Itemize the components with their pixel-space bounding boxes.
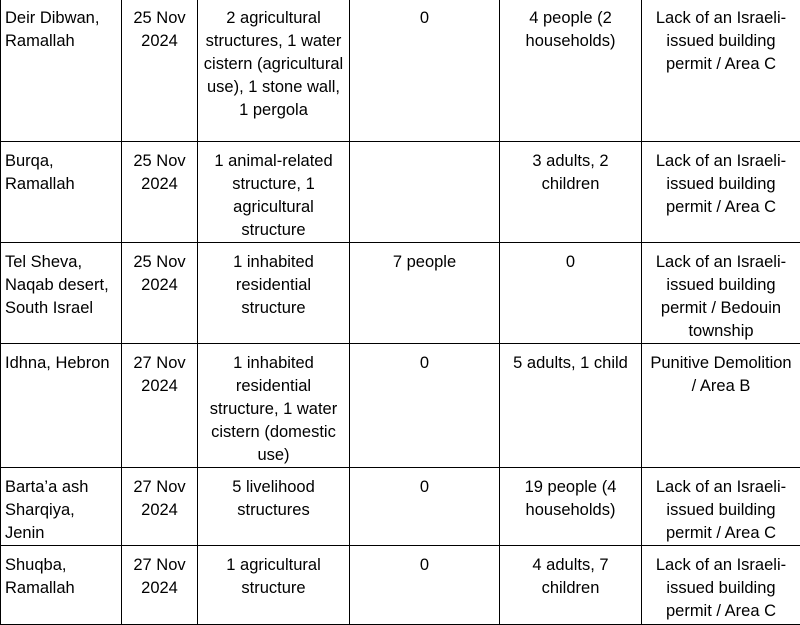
affected-cell: 3 adults, 2 children bbox=[500, 142, 642, 243]
location-cell: Shuqba, Ramallah bbox=[1, 546, 122, 625]
displaced-cell bbox=[350, 142, 500, 243]
affected-cell: 4 adults, 7 children bbox=[500, 546, 642, 625]
date-cell: 27 Nov 2024 bbox=[122, 546, 198, 625]
date-cell: 25 Nov 2024 bbox=[122, 0, 198, 142]
table-row bbox=[1, 468, 800, 546]
table-row bbox=[1, 0, 800, 142]
displaced-cell: 0 bbox=[350, 344, 500, 468]
reason-cell: Lack of an Israeli-issued building permit / Area C bbox=[642, 0, 800, 142]
date-cell: 25 Nov 2024 bbox=[122, 243, 198, 344]
displaced-cell: 7 people bbox=[350, 243, 500, 344]
structures-cell: 1 animal-related structure, 1 agricultural structure bbox=[198, 142, 350, 243]
structures-cell: 1 inhabited residential structure bbox=[198, 243, 350, 344]
date-cell: 27 Nov 2024 bbox=[122, 468, 198, 546]
structures-cell: 2 agricultural structures, 1 water cistern (agricultural use), 1 stone wall, 1 pergola bbox=[198, 0, 350, 142]
structures-cell: 1 agricultural structure bbox=[198, 546, 350, 625]
structures-cell: 1 inhabited residential structure, 1 water cistern (domestic use) bbox=[198, 344, 350, 468]
table-row bbox=[1, 243, 800, 344]
location-cell: Idhna, Hebron bbox=[1, 344, 122, 468]
location-cell: Deir Dibwan, Ramallah bbox=[1, 0, 122, 142]
date-cell: 25 Nov 2024 bbox=[122, 142, 198, 243]
displaced-cell: 0 bbox=[350, 0, 500, 142]
date-cell: 27 Nov 2024 bbox=[122, 344, 198, 468]
displaced-cell: 0 bbox=[350, 468, 500, 546]
table-row bbox=[1, 546, 800, 625]
affected-cell: 5 adults, 1 child bbox=[500, 344, 642, 468]
structures-cell: 5 livelihood structures bbox=[198, 468, 350, 546]
location-cell: Burqa, Ramallah bbox=[1, 142, 122, 243]
affected-cell: 19 people (4 households) bbox=[500, 468, 642, 546]
affected-cell: 0 bbox=[500, 243, 642, 344]
affected-cell: 4 people (2 households) bbox=[500, 0, 642, 142]
reason-cell: Lack of an Israeli-issued building permit / Area C bbox=[642, 546, 800, 625]
location-cell: Barta’a ash Sharqiya, Jenin bbox=[1, 468, 122, 546]
location-cell: Tel Sheva, Naqab desert, South Israel bbox=[1, 243, 122, 344]
table-row bbox=[1, 344, 800, 468]
reason-cell: Lack of an Israeli-issued building permit / Bedouin township bbox=[642, 243, 800, 344]
reason-cell: Lack of an Israeli-issued building permit / Area C bbox=[642, 468, 800, 546]
table-row bbox=[1, 142, 800, 243]
displaced-cell: 0 bbox=[350, 546, 500, 625]
reason-cell: Lack of an Israeli-issued building permit / Area C bbox=[642, 142, 800, 243]
reason-cell: Punitive Demolition / Area B bbox=[642, 344, 800, 468]
